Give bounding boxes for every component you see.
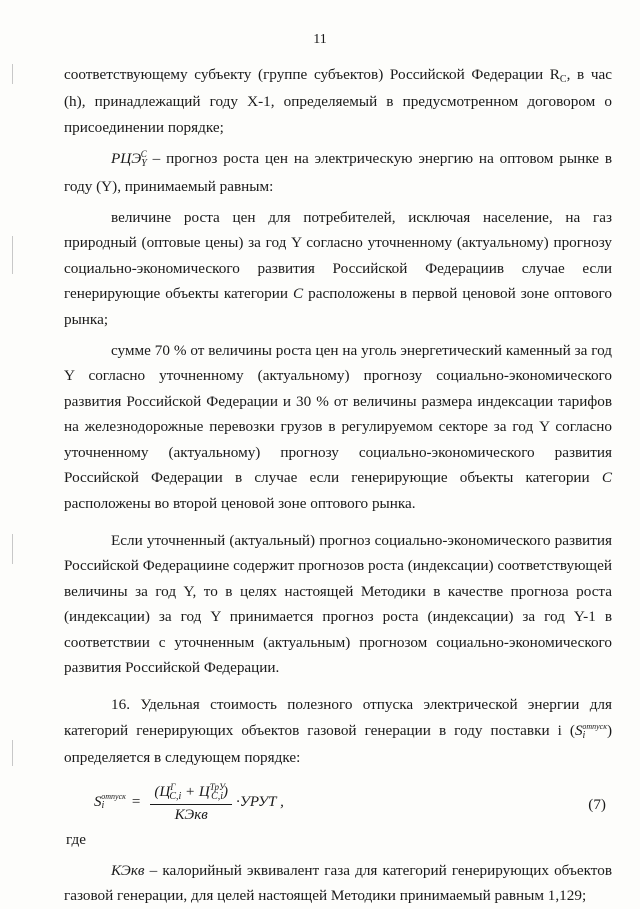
paragraph-coal-price-growth [64, 338, 612, 516]
subscript: C,i [169, 790, 182, 802]
paragraph-region-definition [64, 62, 612, 140]
text: ) определяется в следующем порядке: [64, 721, 612, 767]
paragraph-price-growth-forecast [64, 146, 612, 199]
formula-7 [64, 779, 612, 827]
text: – прогноз роста цен на электрическую энергию на оптовом рынке в году (Y), принимаемый равным: [64, 150, 612, 195]
superscript: ТрУ [209, 781, 226, 792]
superscript: отпуск [582, 721, 607, 731]
paragraph-calorific-equivalent [64, 858, 612, 909]
scan-edge-mark [12, 534, 13, 564]
category-symbol: С [293, 285, 304, 303]
subscript: i [582, 729, 586, 741]
text: величине роста цен для потребителей, исключая население, на газ природный (оптовые цены) за год Y согласно уточненному (актуальному) прогнозу социально-экономического развития Российской Федерациив случае если генерирующие объекты категории [64, 209, 612, 303]
text: расположены в первой ценовой зоне оптового рынка; [64, 285, 612, 328]
paragraph-forecast-fallback: Если уточненный (актуальный) прогноз социально-экономического развития Российской Федерациине содержит прогнозов роста (индексации) соответствующей величины за год Y, то в целях настоящей Методики в качестве прогноза роста (индексации) за год Y принимается прогноз роста (индексации) за год Y-1 в соответствии с уточненным (актуальным) прогнозом социально-экономического развития Российской Федерации. [64, 531, 612, 676]
where-label: где [66, 830, 86, 848]
equals-sign: = [131, 794, 141, 811]
subscript: C [559, 74, 567, 85]
symbol-kekv: КЭкв [111, 861, 145, 879]
formula-expression [94, 783, 284, 824]
symbol: РЦЭ [111, 150, 142, 168]
text: – калорийный эквивалент газа для категорий генерирующих объектов газовой генерации, для целей настоящей Методики принимаемый равным 1,129; [64, 861, 612, 905]
text: сумме 70 % от величины роста цен на уголь энергетический каменный за год Y согласно уточненному (актуальному) прогнозу социально-экономического развития Российской Федерации и 30 % от величины размера индексации тарифов на железнодорожные перевозки грузов в регулируемом секторе за год Y согласно уточненному (актуальному) прогнозу социально-экономического развития Российской Федерации в случае если генерирующие объекты категории [64, 342, 612, 487]
fraction-numerator [150, 783, 232, 805]
scan-edge-mark [12, 64, 13, 84]
fraction-denominator: КЭкв [174, 806, 208, 823]
superscript: отпуск [101, 792, 126, 802]
text: расположены во второй ценовой зоне оптового рынка. [64, 494, 416, 512]
subscript: i [101, 800, 105, 812]
document-body [64, 62, 612, 909]
subscript: C,i [211, 790, 224, 802]
scan-edge-mark [12, 236, 13, 274]
subscript: Y [141, 158, 147, 170]
symbol-rce [111, 149, 147, 170]
text: , в час (h), принадлежащий году X-1, определяемый в предусмотренном договором о присоединении порядке; [64, 66, 612, 136]
paragraph-item-16 [64, 692, 612, 770]
scan-edge-mark [12, 740, 13, 766]
superscript: Г [170, 781, 176, 792]
text: соответствующему субъекту (группе субъектов) Российской Федерации R [64, 66, 560, 83]
formula-fraction [150, 783, 232, 824]
text: + Ц [181, 783, 210, 800]
symbol-s-otpusk [575, 722, 607, 739]
formula-lhs: S [94, 794, 102, 811]
formula-tail: ·УРУТ , [236, 794, 284, 811]
superscript: C [140, 149, 147, 160]
text: (Ц [154, 783, 171, 800]
equation-number: (7) [588, 795, 606, 813]
symbol: S [574, 721, 583, 739]
category-symbol: С [601, 469, 612, 487]
text: ) [223, 783, 229, 800]
page-number: 11 [313, 32, 327, 47]
text: 16. Удельная стоимость полезного отпуска электрической энергии для категорий генерирующих объектов газовой генерации в году поставки i ( [64, 696, 612, 739]
paragraph-gas-price-growth [64, 205, 612, 332]
